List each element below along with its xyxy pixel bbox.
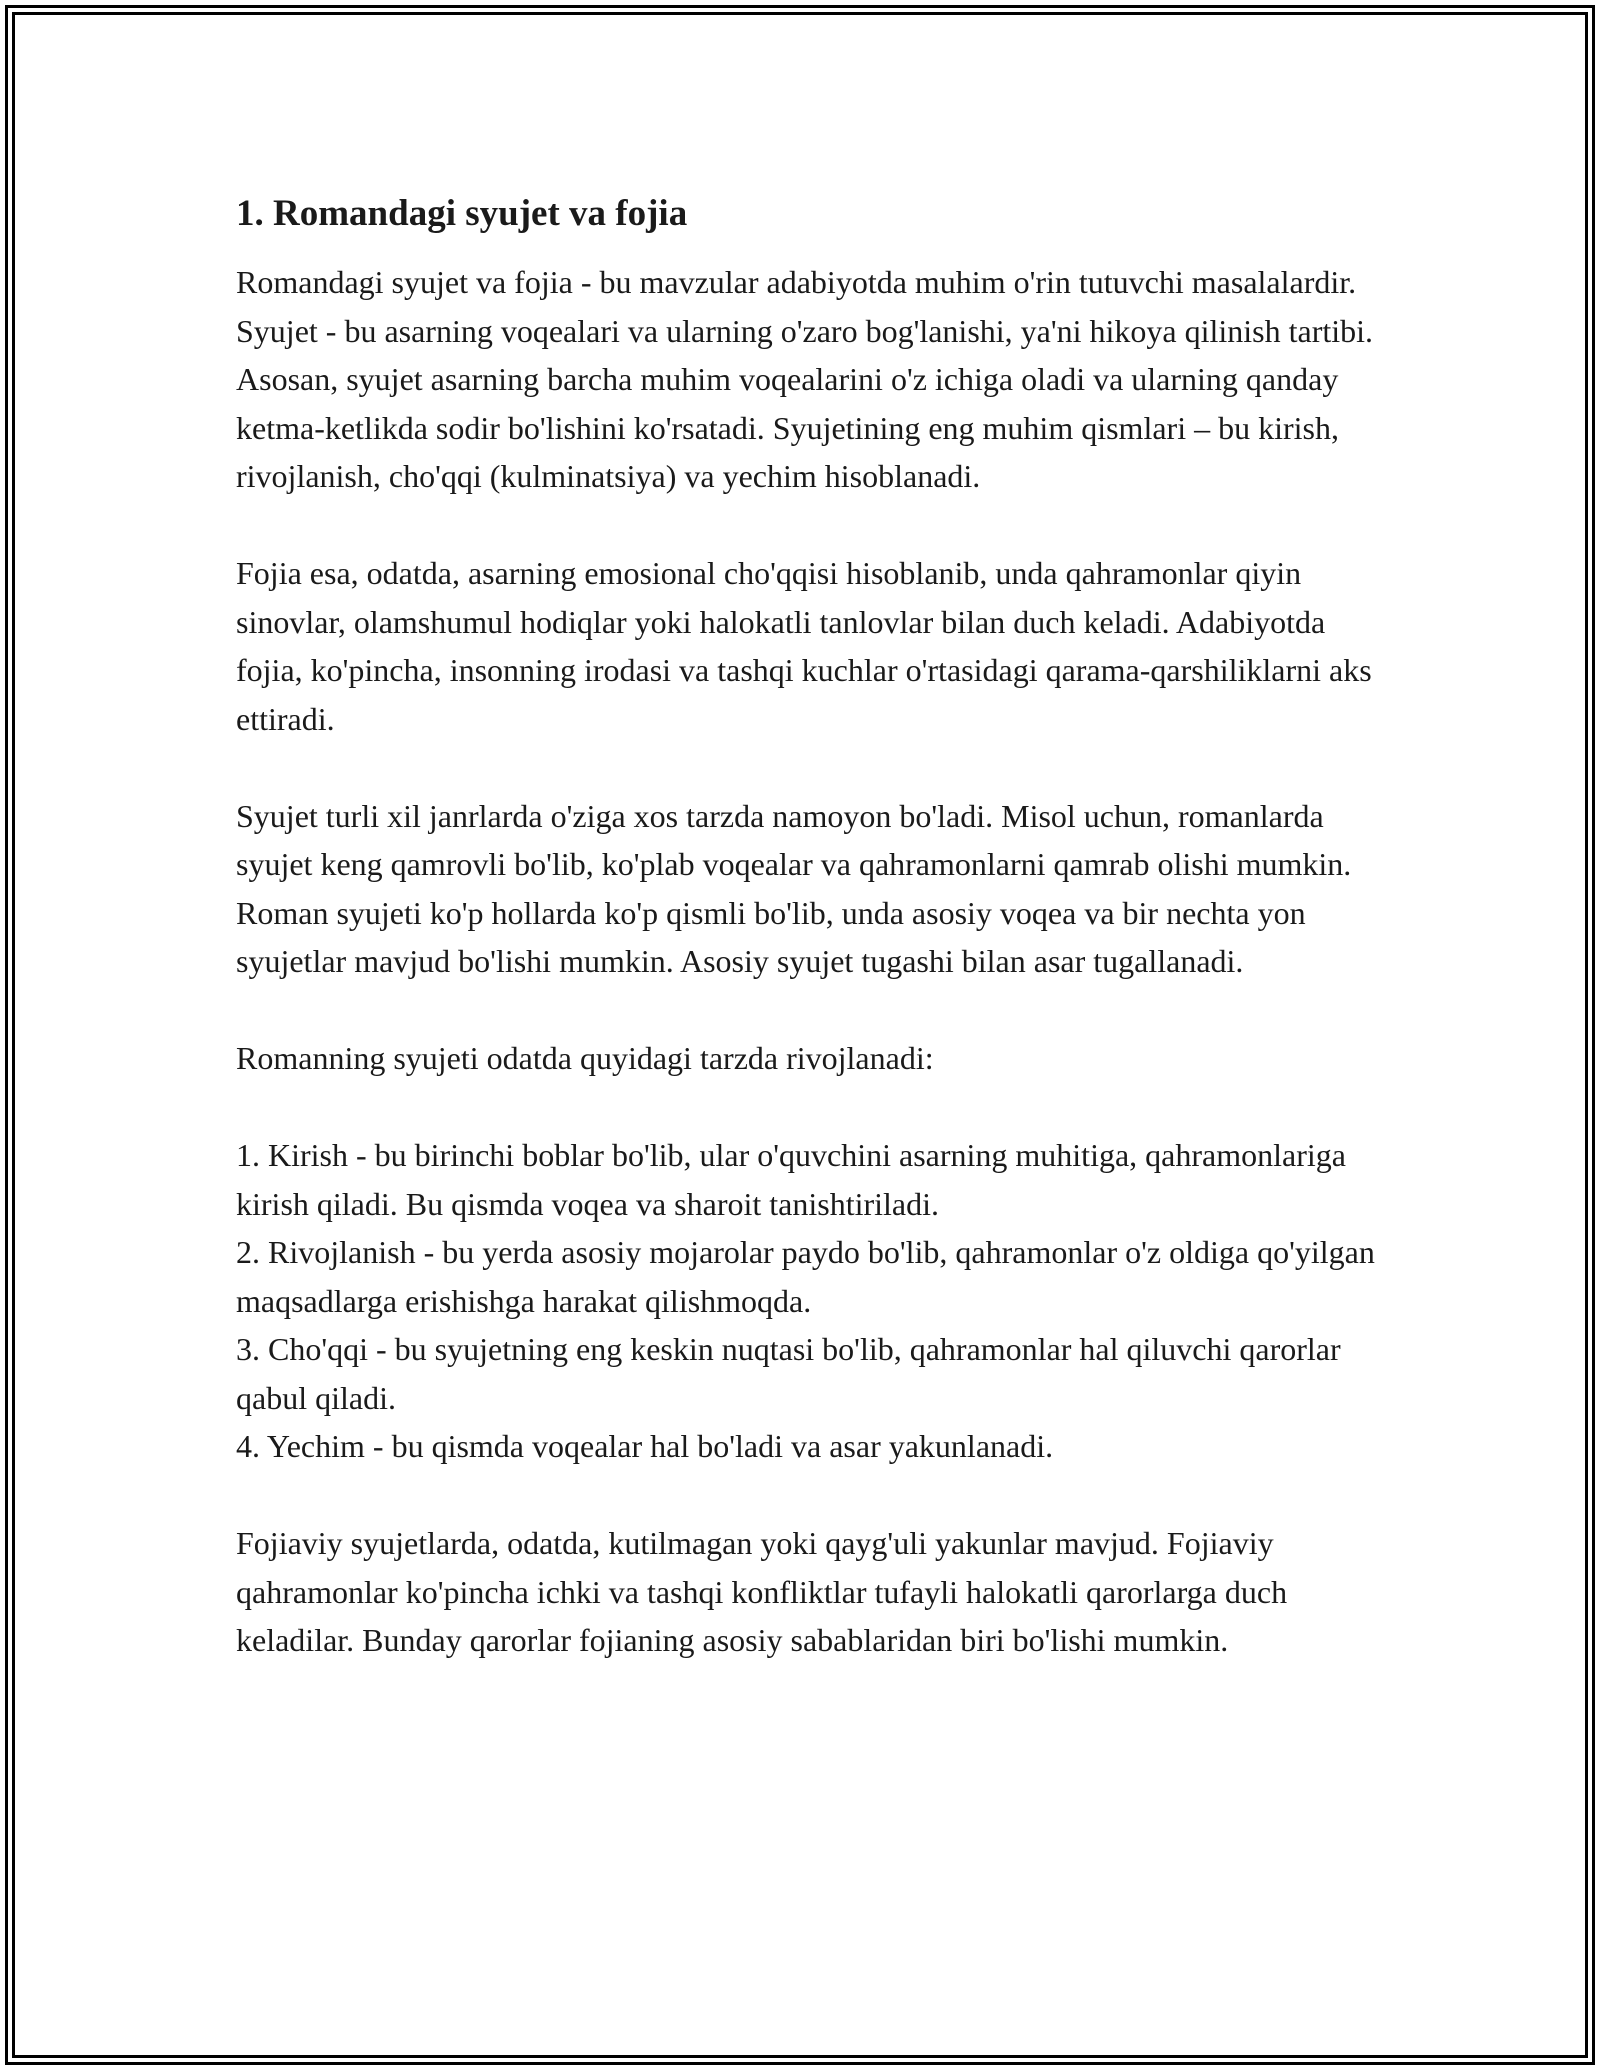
list-item: 2. Rivojlanish - bu yerda asosiy mojarolar paydo bo'lib, qahramonlar o'z oldiga qo'yilgan maqsadlarga erishishga harakat qilishmoqda. — [236, 1234, 1375, 1319]
paragraph-fojia: Fojia esa, odatda, asarning emosional cho'qqisi hisoblanib, unda qahramonlar qiyin sinovlar, olamshumul hodiqlar yoki halokatli tanlovlar bilan duch keladi. Adabiyotda fojia, ko'pincha, insonning irodasi va tashqi kuchlar o'rtasidagi qarama-qarshiliklarni aks ettiradi. — [236, 555, 1372, 737]
list-item: 4. Yechim - bu qismda voqealar hal bo'ladi va asar yakunlanadi. — [236, 1428, 1054, 1464]
paragraph-intro: Romandagi syujet va fojia - bu mavzular adabiyotda muhim o'rin tutuvchi masalalardir. Syujet - bu asarning voqealari va ularning o'zaro bog'lanishi, ya'ni hikoya qilinish tartibi. Asosan, syujet asarning barcha muhim voqealarini o'z ichiga oladi va ularning qanday ketma-ketlikda sodir bo'lishini ko'rsatadi. Syujetining eng muhim qismlari – bu kirish, rivojlanish, cho'qqi (kulminatsiya) va yechim hisoblanadi. — [236, 264, 1374, 494]
paragraph-janrlar: Syujet turli xil janrlarda o'ziga xos tarzda namoyon bo'ladi. Misol uchun, romanlarda syujet keng qamrovli bo'lib, ko'plab voqealar va qahramonlarni qamrab olishi mumkin. Roman syujeti ko'p hollarda ko'p qismli bo'lib, unda asosiy voqea va bir nechta yon syujetlar mavjud bo'lishi mumkin. Asosiy syujet tugashi bilan asar tugallanadi. — [236, 797, 1352, 979]
list-item: 3. Cho'qqi - bu syujetning eng keskin nuqtasi bo'lib, qahramonlar hal qiluvchi qarorlar qabul qiladi. — [236, 1331, 1341, 1416]
document-body — [236, 188, 1386, 1713]
list-item: 1. Kirish - bu birinchi boblar bo'lib, ular o'quvchini asarning muhitiga, qahramonlariga kirish qiladi. Bu qismda voqea va sharoit tanishtiriladi. — [236, 1137, 1346, 1222]
stages-list — [236, 1131, 1386, 1471]
paragraph-list-intro: Romanning syujeti odatda quyidagi tarzda rivojlanadi: — [236, 1040, 934, 1076]
section-heading: 1. Romandagi syujet va fojia — [236, 193, 688, 234]
paragraph-closing: Fojiaviy syujetlarda, odatda, kutilmagan yoki qayg'uli yakunlar mavjud. Fojiaviy qahramonlar ko'pincha ichki va tashqi konfliktlar tufayli halokatli qarorlarga duch keladilar. Bunday qarorlar fojianing asosiy sabablaridan biri bo'lishi mumkin. — [236, 1525, 1288, 1658]
